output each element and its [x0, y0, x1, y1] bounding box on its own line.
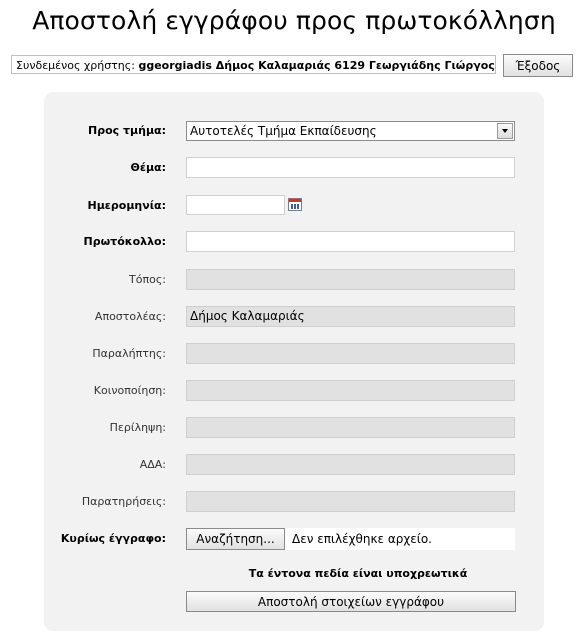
remarks-field: [186, 491, 515, 512]
summary-label: Περίληψη:: [109, 421, 166, 434]
protocol-input[interactable]: [186, 231, 515, 252]
main-document-label: Κυρίως έγγραφο:: [60, 532, 166, 545]
department-select[interactable]: [186, 121, 515, 141]
main-document-file-input[interactable]: [186, 528, 515, 550]
protocol-label: Πρωτόκολλο:: [83, 235, 166, 248]
recipient-field: [186, 343, 515, 364]
notification-field: [186, 380, 515, 401]
sender-field: Δήμος Καλαμαριάς: [186, 306, 515, 327]
submit-document-button[interactable]: Αποστολή στοιχείων εγγράφου: [186, 591, 516, 612]
notification-label: Κοινοποίηση:: [93, 384, 166, 397]
date-label: Ημερομηνία:: [87, 199, 166, 212]
page-title: Αποστολή εγγράφου προς πρωτοκόλληση: [32, 6, 556, 35]
logged-in-user-bar: [11, 55, 496, 74]
place-field: [186, 269, 515, 290]
required-fields-note: Τα έντονα πεδία είναι υποχρεωτικά: [248, 567, 468, 580]
department-label: Προς τμήμα:: [88, 124, 166, 137]
chevron-down-icon[interactable]: [497, 123, 513, 139]
browse-file-button[interactable]: Αναζήτηση...: [186, 528, 285, 550]
sender-label: Αποστολέας:: [94, 310, 166, 323]
logout-button[interactable]: Έξοδος: [503, 54, 573, 77]
calendar-icon[interactable]: [288, 198, 302, 211]
date-input[interactable]: [186, 195, 285, 215]
file-status-text: Δεν επιλέχθηκε αρχείο.: [292, 532, 432, 546]
department-selected-value: Αυτοτελές Τμήμα Εκπαίδευσης: [190, 124, 377, 138]
subject-input[interactable]: [186, 157, 515, 178]
ada-label: ΑΔΑ:: [139, 458, 166, 471]
logged-in-user-name: ggeorgiadis Δήμος Καλαμαριάς 6129 Γεωργιάδης Γιώργος: [138, 59, 495, 72]
place-label: Τόπος:: [129, 273, 166, 286]
remarks-label: Παρατηρήσεις:: [81, 495, 166, 508]
ada-field: [186, 454, 515, 475]
summary-field: [186, 417, 515, 438]
subject-label: Θέμα:: [130, 161, 166, 174]
recipient-label: Παραλήπτης:: [92, 347, 166, 360]
logged-in-user-prefix: Συνδεμένος χρήστης:: [16, 59, 139, 72]
